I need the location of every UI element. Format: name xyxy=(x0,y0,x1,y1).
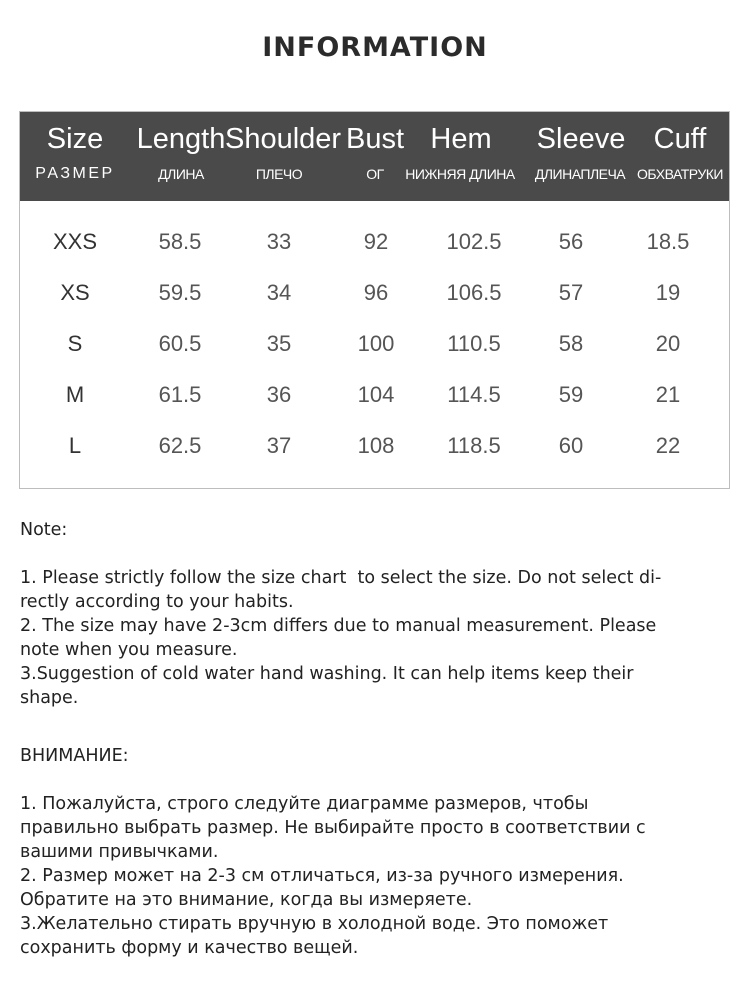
cell-size: M xyxy=(65,382,85,407)
cell-hem: 110.5 xyxy=(447,331,501,356)
header-bust-sub: ОГ xyxy=(366,166,384,182)
cell-length: 59.5 xyxy=(158,280,202,305)
header-size-sub: РАЗМЕР xyxy=(35,165,115,182)
notes-section xyxy=(20,518,720,960)
header-length: Length xyxy=(136,123,226,155)
cell-length: 60.5 xyxy=(158,331,202,356)
cell-length: 58.5 xyxy=(158,229,202,254)
header-cuff-sub: ОБХВАТРУКИ xyxy=(637,166,723,182)
header-length-sub: ДЛИНА xyxy=(158,166,204,182)
cell-size: L xyxy=(68,433,82,458)
note-line: 1. Please strictly follow the size chart to select the size. Do not select di- xyxy=(20,568,662,588)
cell-shoulder: 35 xyxy=(266,331,292,356)
cell-sleeve: 60 xyxy=(558,433,584,458)
cell-bust: 108 xyxy=(357,433,395,458)
notes-heading-en: Note: xyxy=(20,520,68,540)
note-line: 2. The size may have 2-3cm differs due to manual measurement. Please xyxy=(20,616,657,636)
cell-size: XS xyxy=(60,280,90,305)
note-line: 3.Желательно стирать вручную в холодной воде. Это поможет xyxy=(20,914,609,934)
cell-bust: 100 xyxy=(357,331,395,356)
cell-cuff: 22 xyxy=(655,433,681,458)
cell-hem: 106.5 xyxy=(446,280,502,305)
header-cuff: Cuff xyxy=(653,123,707,155)
cell-cuff: 21 xyxy=(655,382,681,407)
note-line: вашими привычками. xyxy=(20,842,219,862)
cell-size: S xyxy=(67,331,83,356)
cell-shoulder: 36 xyxy=(266,382,292,407)
cell-bust: 92 xyxy=(363,229,389,254)
cell-shoulder: 37 xyxy=(266,433,292,458)
notes-heading-ru: ВНИМАНИЕ: xyxy=(20,746,129,766)
cell-cuff: 19 xyxy=(655,280,681,305)
note-line: сохранить форму и качество вещей. xyxy=(20,938,359,958)
cell-hem: 118.5 xyxy=(447,433,501,458)
cell-sleeve: 58 xyxy=(558,331,584,356)
cell-bust: 96 xyxy=(363,280,389,305)
table-header xyxy=(20,112,729,201)
size-chart-table xyxy=(19,111,730,489)
cell-length: 61.5 xyxy=(158,382,202,407)
note-line: правильно выбрать размер. Не выбирайте просто в соответствии с xyxy=(20,818,646,838)
note-line: 2. Размер может на 2-3 см отличаться, из-за ручного измерения. xyxy=(20,866,624,886)
cell-length: 62.5 xyxy=(158,433,202,458)
note-line: 3.Suggestion of cold water hand washing. It can help items keep their xyxy=(20,664,634,684)
header-hem: Hem xyxy=(430,123,492,155)
note-line: note when you measure. xyxy=(20,640,238,660)
header-shoulder-sub: ПЛЕЧО xyxy=(255,166,303,182)
cell-bust: 104 xyxy=(357,382,395,407)
cell-sleeve: 59 xyxy=(558,382,584,407)
header-hem-sub: НИЖНЯЯ ДЛИНА xyxy=(405,166,515,182)
cell-size: XXS xyxy=(52,229,98,254)
note-line: rectly according to your habits. xyxy=(20,592,294,612)
header-shoulder: Shoulder xyxy=(225,123,342,155)
cell-cuff: 18.5 xyxy=(646,229,690,254)
note-line: shape. xyxy=(20,688,79,708)
cell-hem: 114.5 xyxy=(447,382,501,407)
header-sleeve: Sleeve xyxy=(536,123,626,155)
page-title: INFORMATION xyxy=(262,32,488,63)
header-sleeve-sub: ДЛИНАПЛЕЧА xyxy=(534,166,626,182)
cell-hem: 102.5 xyxy=(446,229,502,254)
cell-shoulder: 34 xyxy=(266,280,292,305)
cell-sleeve: 56 xyxy=(558,229,584,254)
header-bust: Bust xyxy=(345,123,405,155)
note-line: 1. Пожалуйста, строго следуйте диаграмме размеров, чтобы xyxy=(20,794,589,814)
cell-cuff: 20 xyxy=(655,331,681,356)
note-line: Обратите на это внимание, когда вы измеряете. xyxy=(20,890,473,910)
header-size: Size xyxy=(46,123,104,155)
cell-sleeve: 57 xyxy=(558,280,584,305)
cell-shoulder: 33 xyxy=(266,229,292,254)
